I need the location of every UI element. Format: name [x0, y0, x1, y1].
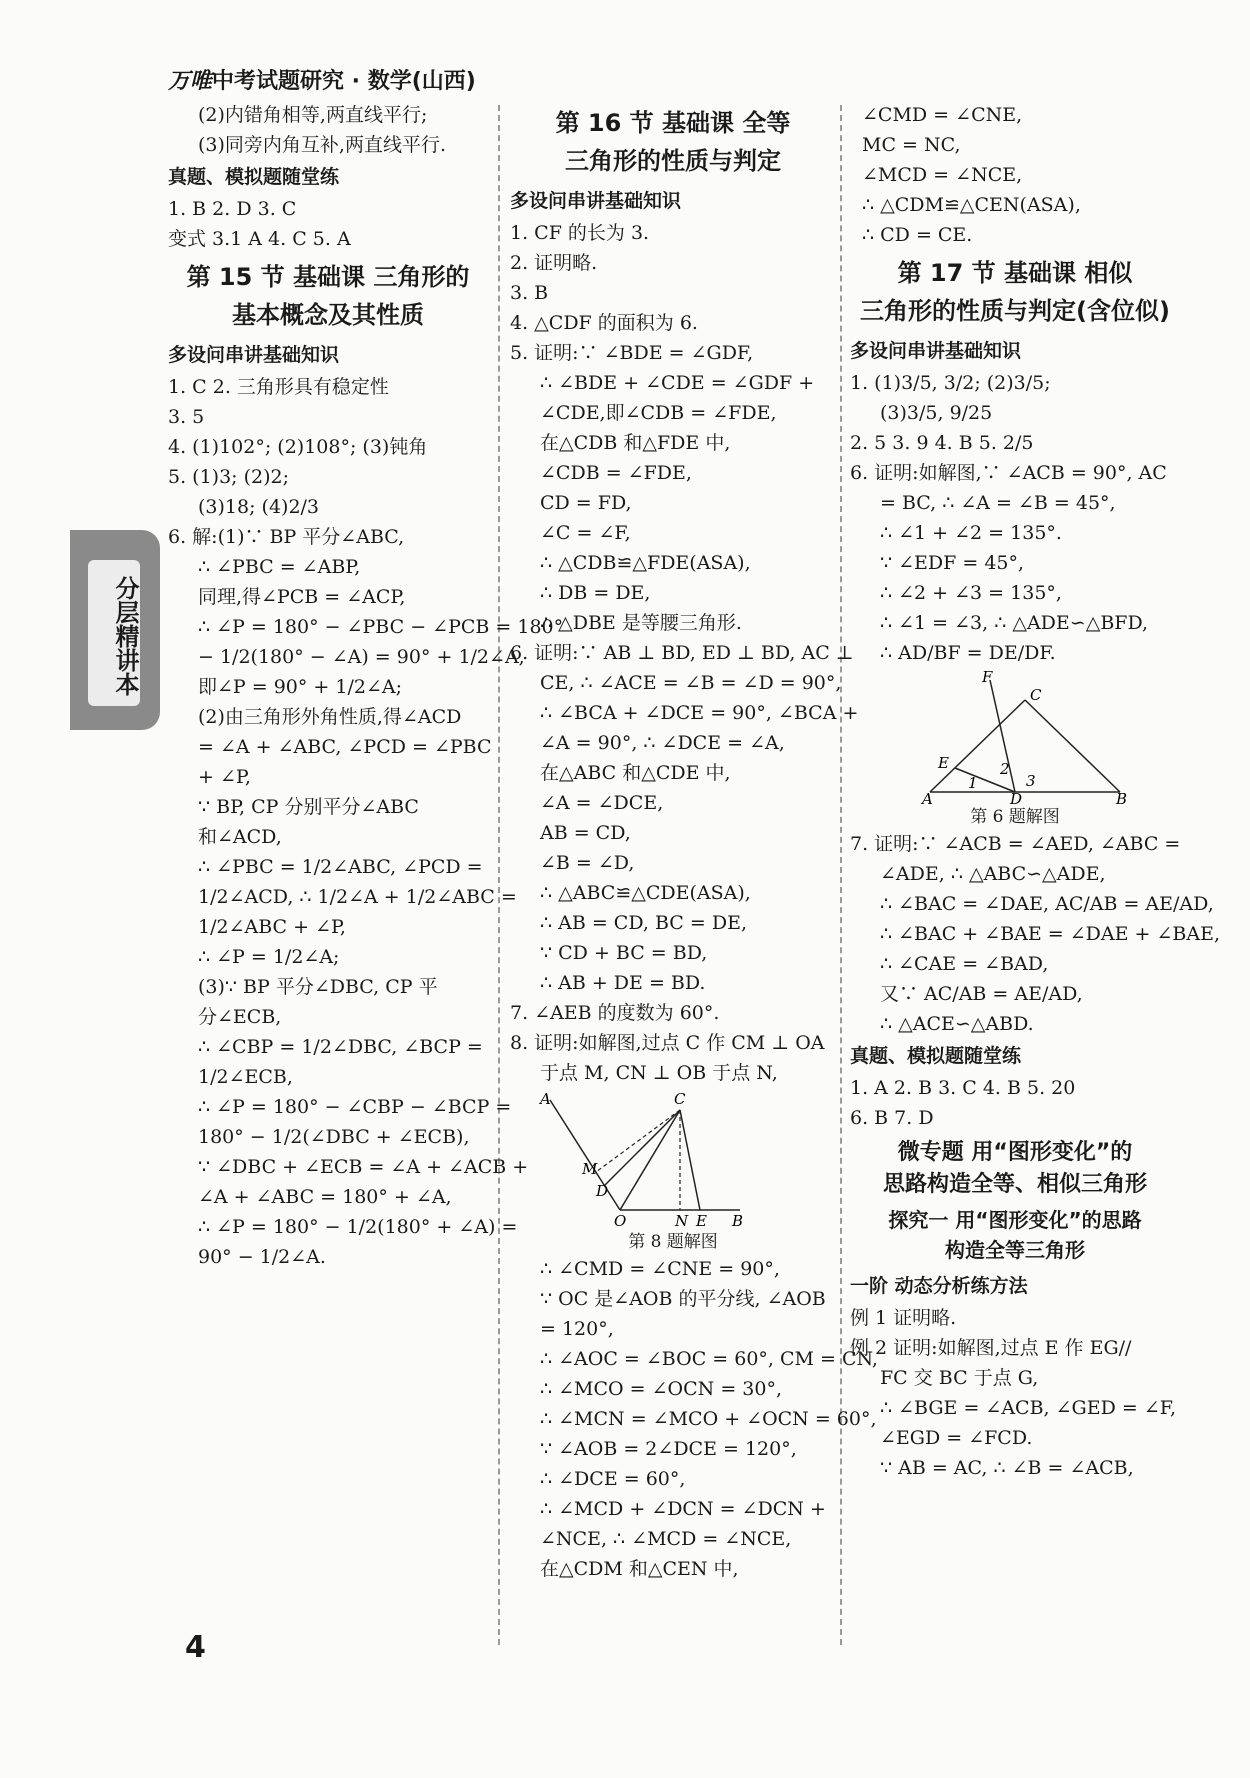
text-line: 例 1 证明略. [850, 1307, 957, 1329]
text-line: ∴ ∠CBP = 1/2∠DBC, ∠BCP = [198, 1036, 483, 1058]
segment-cm [596, 1110, 680, 1172]
header-title: 中考试题研究 · 数学(山西) [212, 69, 476, 94]
text-line: ∴ DB = DE, [540, 582, 651, 604]
subsection-heading: 多设问串讲基础知识 [510, 190, 682, 212]
section-title [510, 104, 836, 180]
text-line: ∠EGD = ∠FCD. [880, 1427, 1033, 1449]
text-line: ∵ CD + BC = BD, [540, 942, 708, 964]
figure-8-diagram [530, 1090, 830, 1230]
text-line: ∠B = ∠D, [540, 852, 635, 874]
text-line: MC = NC, [862, 134, 961, 156]
text-line: ∴ ∠2 + ∠3 = 135°, [880, 582, 1062, 604]
text-line: FC 交 BC 于点 G, [880, 1367, 1039, 1389]
text-line: 在△CDM 和△CEN 中, [540, 1558, 739, 1580]
text-line: ∴ ∠MCD + ∠DCN = ∠DCN + [540, 1498, 826, 1520]
text-line: 8. 证明:如解图,过点 C 作 CM ⊥ OA [510, 1032, 825, 1054]
figure-caption: 第 6 题解图 [970, 807, 1060, 827]
answer-line: 1. CF 的长为 3. [510, 222, 650, 244]
text-line: 1/2∠ACD, ∴ 1/2∠A + 1/2∠ABC = [198, 886, 517, 908]
text-line: = 120°, [540, 1318, 614, 1340]
text-line: − 1/2(180° − ∠A) = 90° + 1/2∠A, [198, 646, 525, 668]
text-line: 分∠ECB, [198, 1006, 282, 1028]
text-line: ∴ ∠BDE + ∠CDE = ∠GDF + [540, 372, 815, 394]
fig6-label: F [982, 670, 993, 686]
section-title-line: 第 16 节 基础课 全等 [555, 109, 791, 137]
brand-logo: 万唯 [168, 69, 213, 94]
text-line: ∴ ∠DCE = 60°, [540, 1468, 686, 1490]
figure-6-diagram [850, 670, 1150, 805]
section-title-line: 探究一 用“图形变化”的思路 [888, 1208, 1142, 1232]
text-line: 于点 M, CN ⊥ OB 于点 N, [540, 1062, 778, 1084]
fig8-label: B [732, 1212, 744, 1230]
text-line: ∵ AB = AC, ∴ ∠B = ∠ACB, [880, 1457, 1134, 1479]
text-line: ∴ ∠BGE = ∠ACB, ∠GED = ∠F, [880, 1397, 1177, 1419]
answer-line: 4. (1)102°; (2)108°; (3)钝角 [168, 436, 428, 458]
section-title-line: 思路构造全等、相似三角形 [882, 1172, 1147, 1197]
fig6-label: 2 [1000, 760, 1010, 778]
fig8-label: M [582, 1160, 598, 1178]
fig8-label: C [674, 1090, 686, 1108]
text-line: 例 2 证明:如解图,过点 E 作 EG// [850, 1337, 1132, 1359]
text-line: 在△ABC 和△CDE 中, [540, 762, 731, 784]
fig8-label: N [675, 1212, 689, 1230]
section-title-line: 第 17 节 基础课 相似 [897, 259, 1133, 287]
answer-line: (3)18; (4)2/3 [198, 496, 320, 518]
fig6-label: A [922, 790, 933, 805]
section-title-line: 微专题 用“图形变化”的 [897, 1140, 1133, 1165]
text-line: ∴ ∠BCA + ∠DCE = 90°, ∠BCA + [540, 702, 859, 724]
answer-line: 1. (1)3/5, 3/2; (2)3/5; [850, 372, 1051, 394]
text-line: (2)由三角形外角性质,得∠ACD [198, 706, 462, 728]
text-line: + ∠P, [198, 766, 251, 788]
text-line: (3)∵ BP 平分∠DBC, CP 平 [198, 976, 438, 998]
text-line: 6. 解:(1)∵ BP 平分∠ABC, [168, 526, 405, 548]
text-line: CE, ∴ ∠ACE = ∠B = ∠D = 90°, [540, 672, 842, 694]
fig8-label: O [614, 1212, 627, 1230]
section-title [168, 258, 488, 334]
answer-line: 5. (1)3; (2)2; [168, 466, 290, 488]
answer-line: 1. B 2. D 3. C [168, 198, 297, 220]
text-line: ∠C = ∠F, [540, 522, 631, 544]
text-line: 同理,得∠PCB = ∠ACP, [198, 586, 406, 608]
text-line: = BC, ∴ ∠A = ∠B = 45°, [880, 492, 1116, 514]
text-line: ∴ △ABC≌△CDE(ASA), [540, 882, 751, 904]
text-line: 1/2∠ECB, [198, 1066, 293, 1088]
text-line: ∠A = ∠DCE, [540, 792, 664, 814]
text-line: ∴ △CDM≌△CEN(ASA), [862, 194, 1081, 216]
text-line: (2)内错角相等,两直线平行; [198, 104, 428, 126]
fig6-label: D [1010, 790, 1023, 805]
text-line: 90° − 1/2∠A. [198, 1246, 326, 1268]
figure-caption: 第 8 题解图 [628, 1232, 718, 1252]
side-tab-label: 分层精讲本 [88, 560, 140, 706]
text-line: ∴ ∠CAE = ∠BAD, [880, 953, 1049, 975]
text-line: ∴ ∠P = 180° − 1/2(180° + ∠A) = [198, 1216, 518, 1238]
fig6-label: B [1116, 790, 1128, 805]
section-title-line: 构造全等三角形 [945, 1238, 1085, 1262]
segment-cb [1025, 700, 1120, 792]
section-title [850, 254, 1180, 330]
text-line: ∠CDB = ∠FDE, [540, 462, 692, 484]
text-line: ∴ ∠PBC = ∠ABP, [198, 556, 361, 578]
answer-line: (3)3/5, 9/25 [880, 402, 993, 424]
text-line: ∴ ∠MCO = ∠OCN = 30°, [540, 1378, 782, 1400]
text-line: ∵ OC 是∠AOB 的平分线, ∠AOB [540, 1288, 826, 1310]
answer-line: 7. ∠AEB 的度数为 60°. [510, 1002, 720, 1024]
text-line: AB = CD, [540, 822, 631, 844]
fig6-label: C [1030, 686, 1042, 704]
section-title-line: 基本概念及其性质 [232, 301, 424, 329]
fig8-label: A [540, 1090, 551, 1108]
text-line: ∴ ∠P = 180° − ∠PBC − ∠PCB = 180° [198, 616, 564, 638]
text-line: 6. 证明:∵ AB ⊥ BD, ED ⊥ BD, AC ⊥ [510, 642, 854, 664]
text-line: ∴ ∠1 + ∠2 = 135°. [880, 522, 1062, 544]
fig6-label: 1 [968, 774, 978, 792]
text-line: 5. 证明:∵ ∠BDE = ∠GDF, [510, 342, 754, 364]
text-line: 又∵ AC/AB = AE/AD, [880, 983, 1083, 1005]
text-line: ∴ AB + DE = BD. [540, 972, 706, 994]
text-line: ∵ BP, CP 分别平分∠ABC [198, 796, 419, 818]
column-3 [850, 100, 1220, 1483]
text-line: CD = FD, [540, 492, 632, 514]
text-line: 即∠P = 90° + 1/2∠A; [198, 676, 402, 698]
section-title-line: 三角形的性质与判定(含位似) [860, 297, 1170, 325]
answer-line: 2. 证明略. [510, 252, 598, 274]
answer-line: 2. 5 3. 9 4. B 5. 2/5 [850, 432, 1034, 454]
subsection-title [850, 1205, 1180, 1265]
answer-line: 6. B 7. D [850, 1107, 934, 1129]
subsection-heading: 真题、模拟题随堂练 [850, 1045, 1022, 1067]
text-line: ∵ ∠EDF = 45°, [880, 552, 1025, 574]
text-line: ∠NCE, ∴ ∠MCD = ∠NCE, [540, 1528, 792, 1550]
text-line: ∠ADE, ∴ △ABC∽△ADE, [880, 863, 1106, 885]
text-line: ∴ ∠PBC = 1/2∠ABC, ∠PCD = [198, 856, 483, 878]
text-line: ∴ ∠CMD = ∠CNE = 90°, [540, 1258, 780, 1280]
text-line: ∠CMD = ∠CNE, [862, 104, 1023, 126]
answer-line: 1. A 2. B 3. C 4. B 5. 20 [850, 1077, 1076, 1099]
section-title [850, 1137, 1180, 1201]
answer-line: 3. B [510, 282, 549, 304]
subsection-heading: 真题、模拟题随堂练 [168, 166, 340, 188]
fig6-label: 3 [1026, 772, 1036, 790]
segment-ce [680, 1110, 700, 1210]
text-line: ∴ △ACE∽△ABD. [880, 1013, 1034, 1035]
subsection-heading: 一阶 动态分析练方法 [850, 1275, 1028, 1297]
text-line: ∠MCD = ∠NCE, [862, 164, 1023, 186]
page-number: 4 [185, 1630, 206, 1665]
text-line: ∴ ∠MCN = ∠MCO + ∠OCN = 60°, [540, 1408, 877, 1430]
text-line: ∴ CD = CE. [862, 224, 973, 246]
text-line: 和∠ACD, [198, 826, 282, 848]
text-line: ∴ ∠P = 180° − ∠CBP − ∠BCP = [198, 1096, 512, 1118]
answer-line: 4. △CDF 的面积为 6. [510, 312, 698, 334]
text-line: 7. 证明:∵ ∠ACB = ∠AED, ∠ABC = [850, 833, 1181, 855]
fig8-label: E [696, 1212, 707, 1230]
fig6-label: E [938, 754, 949, 772]
text-line: ∴ ∠BAC = ∠DAE, AC/AB = AE/AD, [880, 893, 1214, 915]
answer-line: 3. 5 [168, 406, 205, 428]
answer-line: 1. C 2. 三角形具有稳定性 [168, 376, 389, 398]
text-line: ∠A + ∠ABC = 180° + ∠A, [198, 1186, 452, 1208]
text-line: ∴ ∠1 = ∠3, ∴ △ADE∽△BFD, [880, 612, 1149, 634]
text-line: 180° − 1/2(∠DBC + ∠ECB), [198, 1126, 470, 1148]
section-title-line: 第 15 节 基础课 三角形的 [186, 263, 470, 291]
text-line: ∴ AB = CD, BC = DE, [540, 912, 747, 934]
side-tab [70, 530, 160, 730]
text-line: ∠A = 90°, ∴ ∠DCE = ∠A, [540, 732, 785, 754]
text-line: ∴ △CDB≌△FDE(ASA), [540, 552, 751, 574]
text-line: 在△CDB 和△FDE 中, [540, 432, 731, 454]
text-line: ∴ ∠BAC + ∠BAE = ∠DAE + ∠BAE, [880, 923, 1220, 945]
text-line: ∴ AD/BF = DE/DF. [880, 642, 1056, 664]
text-line: 1/2∠ABC + ∠P, [198, 916, 346, 938]
text-line: = ∠A + ∠ABC, ∠PCD = ∠PBC [198, 736, 492, 758]
text-line: ∵ ∠AOB = 2∠DCE = 120°, [540, 1438, 797, 1460]
column-2 [510, 100, 878, 1584]
text-line: ∠CDE,即∠CDB = ∠FDE, [540, 402, 777, 424]
text-line: ∵ ∠DBC + ∠ECB = ∠A + ∠ACB + [198, 1156, 529, 1178]
text-line: (3)同旁内角互补,两直线平行. [198, 134, 446, 156]
text-line: ∴ ∠AOC = ∠BOC = 60°, CM = CN, [540, 1348, 878, 1370]
text-line: 6. 证明:如解图,∵ ∠ACB = 90°, AC [850, 462, 1167, 484]
page-header [168, 64, 476, 95]
answer-line: 变式 3.1 A 4. C 5. A [168, 228, 351, 250]
ray-oa [550, 1100, 620, 1210]
text-line: ∴ △DBE 是等腰三角形. [540, 612, 742, 634]
subsection-heading: 多设问串讲基础知识 [168, 344, 340, 366]
section-title-line: 三角形的性质与判定 [565, 147, 781, 175]
fig8-label: D [596, 1182, 609, 1200]
text-line: ∴ ∠P = 1/2∠A; [198, 946, 340, 968]
subsection-heading: 多设问串讲基础知识 [850, 340, 1022, 362]
column-divider [498, 105, 500, 1645]
